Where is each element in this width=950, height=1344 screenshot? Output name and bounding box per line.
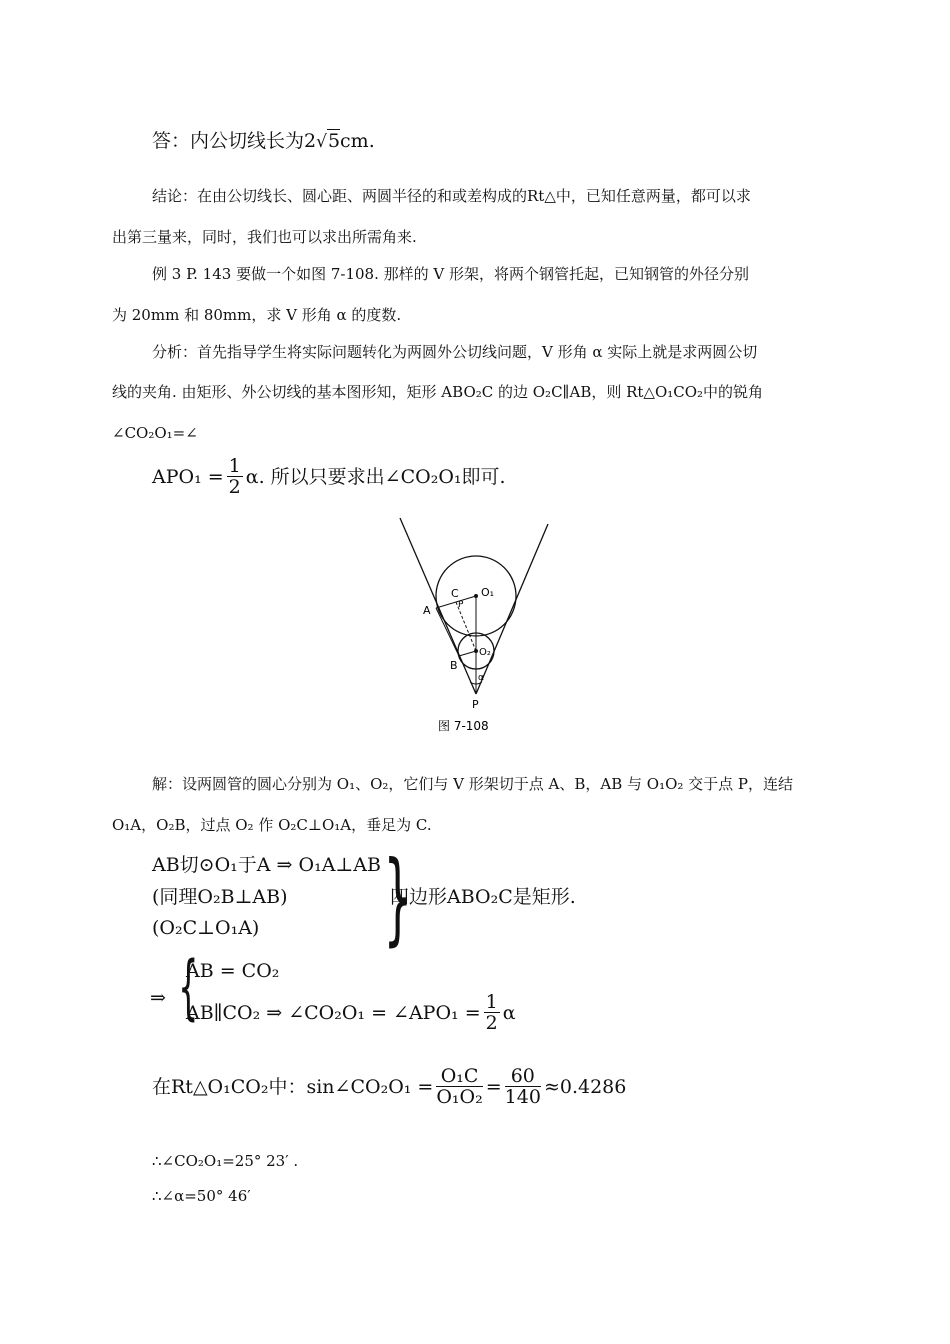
- answer-line: 答：内公切线长为2√5cm.: [152, 130, 375, 152]
- system2-row-2-text: AB∥CO₂ ⇒ ∠CO₂O₁ = ∠APO₁ =: [186, 1001, 481, 1024]
- system2-tail: α: [502, 1001, 516, 1024]
- v-frame-right-line: [476, 524, 548, 694]
- solution-line-2: O₁A，O₂B，过点 O₂ 作 O₂C⊥O₁A，垂足为 C.: [112, 816, 432, 834]
- answer-radicand: 5: [327, 130, 341, 152]
- sine-prefix: 在Rt△O₁CO₂中：sin∠CO₂O₁ =: [152, 1075, 434, 1098]
- label-c: C: [451, 587, 459, 600]
- sine-num-2: 60: [505, 1066, 541, 1087]
- therefore-line-1: ∴∠CO₂O₁=25° 23′ .: [152, 1152, 299, 1170]
- sine-approx: ≈0.4286: [543, 1075, 627, 1098]
- solution-line-1: 解：设两圆管的圆心分别为 O₁、O₂，它们与 V 形架切于点 A、B，AB 与 O₁O₂ 交于点 P，连结: [152, 775, 794, 793]
- label-p-mid: P: [458, 600, 464, 610]
- sine-fraction-1: [436, 1066, 482, 1107]
- system2-den: 2: [485, 1012, 498, 1034]
- label-o1: O₁: [481, 586, 495, 599]
- formula-apo-rest: α. 所以只要求出∠CO₂O₁即可.: [245, 465, 506, 488]
- label-p: P: [472, 698, 479, 711]
- analysis-line-3: ∠CO₂O₁=∠: [112, 424, 198, 442]
- system2-row-2: [186, 992, 516, 1033]
- example-line-2: 为 20mm 和 80mm，求 V 形角 α 的度数.: [112, 306, 402, 324]
- tangent-ab: [436, 608, 459, 656]
- system1-right-brace: }: [383, 839, 413, 956]
- answer-prefix: 答：内公切线长为2: [152, 130, 317, 152]
- formula-apo-num: 1: [228, 455, 241, 477]
- radius-o2b: [459, 651, 476, 656]
- point-o1: [474, 594, 478, 598]
- formula-apo-lhs: APO₁ =: [152, 465, 224, 488]
- label-alpha: α: [478, 673, 484, 683]
- figure-v-frame: [390, 510, 560, 740]
- sine-eq: =: [485, 1075, 502, 1098]
- example-line-1: 例 3 P. 143 要做一个如图 7-108. 那样的 V 形架，将两个钢管托起，已知钢管的外径分别: [152, 265, 749, 283]
- system2-row-1: AB = CO₂: [186, 960, 280, 982]
- analysis-line-2: 线的夹角. 由矩形、外公切线的基本图形知，矩形 ABO₂C 的边 O₂C∥AB，则 Rt△O₁CO₂中的锐角: [112, 383, 764, 401]
- point-o2: [474, 649, 478, 653]
- system2-fraction: [484, 992, 500, 1033]
- figure-caption: 图 7-108: [438, 719, 489, 733]
- system1-row-2: (同理O₂B⊥AB): [152, 886, 288, 908]
- system2-num: 1: [485, 991, 498, 1013]
- label-a: A: [423, 604, 431, 617]
- answer-suffix: cm.: [340, 130, 375, 152]
- label-o2: O₂: [479, 647, 491, 658]
- label-b: B: [450, 659, 458, 672]
- sine-den-2: 140: [504, 1086, 541, 1108]
- v-frame-left-line: [400, 518, 476, 694]
- system1-result: 四边形ABO₂C是矩形.: [390, 886, 576, 908]
- system2-left-brace: {: [178, 946, 199, 1028]
- sine-num-1: O₁C: [436, 1066, 482, 1087]
- sine-den-1: O₁O₂: [436, 1086, 483, 1108]
- formula-apo-fraction: [227, 456, 243, 497]
- sine-fraction-2: [505, 1066, 541, 1107]
- sine-line: [152, 1066, 626, 1107]
- formula-apo-den: 2: [228, 476, 241, 498]
- conclusion-line-2: 出第三量来，同时，我们也可以求出所需角来.: [112, 228, 417, 246]
- system1-row-1: AB切⊙O₁于A ⇒ O₁A⊥AB: [152, 854, 381, 876]
- system2-implies: ⇒: [150, 987, 166, 1009]
- system1-row-3: (O₂C⊥O₁A): [152, 917, 260, 939]
- conclusion-line-1: 结论：在由公切线长、圆心距、两圆半径的和或差构成的Rt△中，已知任意两量，都可以求: [152, 187, 751, 205]
- analysis-line-1: 分析：首先指导学生将实际问题转化为两圆外公切线问题，V 形角 α 实际上就是求两圆公切: [152, 343, 758, 361]
- therefore-line-2: ∴∠α=50° 46′: [152, 1187, 251, 1205]
- formula-apo: [152, 456, 506, 497]
